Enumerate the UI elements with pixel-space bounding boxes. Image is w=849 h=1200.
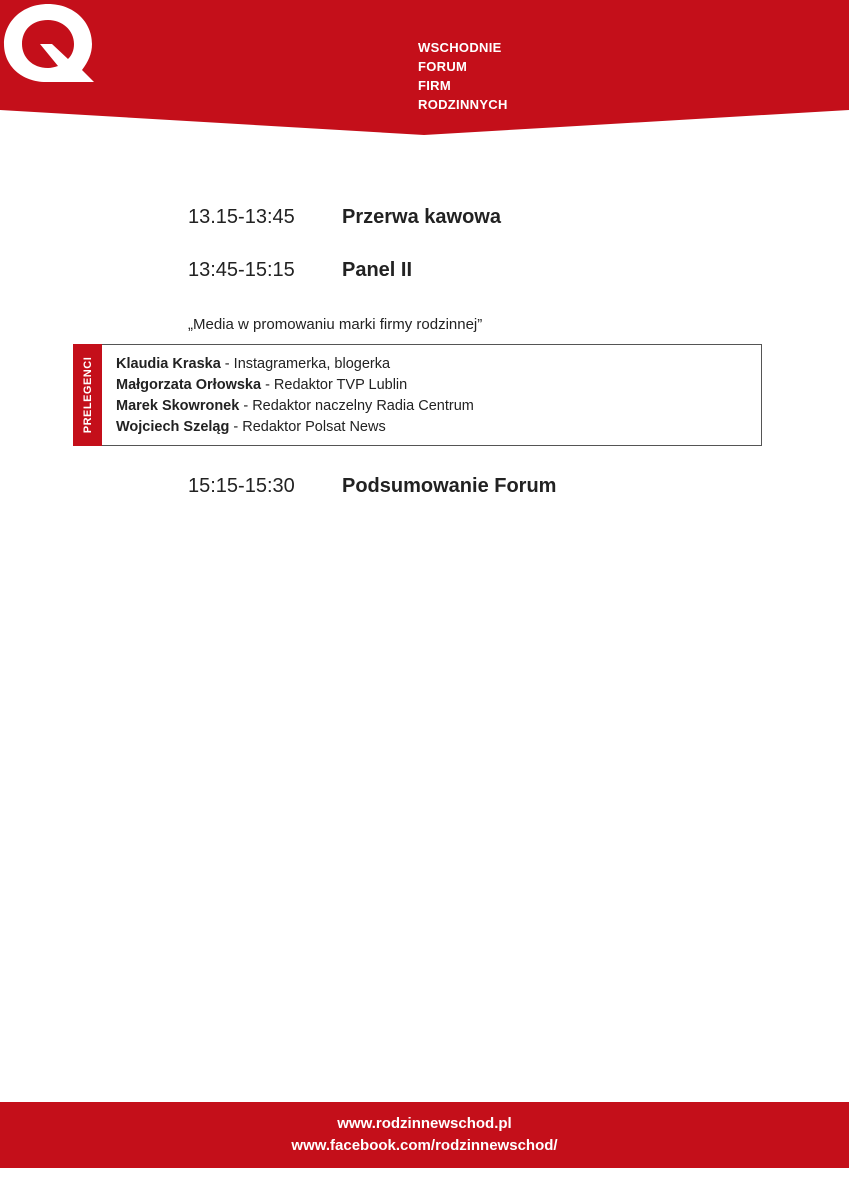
facebook-link[interactable]: www.facebook.com/rodzinnewschod/ xyxy=(291,1137,558,1154)
speaker-name: Małgorzata Orłowska xyxy=(116,377,262,393)
speaker-item xyxy=(116,417,474,438)
agenda-time: 13:45-15:15 xyxy=(188,259,295,281)
agenda-item-panel xyxy=(188,259,412,282)
speaker-name: Klaudia Kraska xyxy=(116,356,221,372)
speaker-role: - Redaktor Polsat News xyxy=(229,419,386,435)
website-link[interactable]: www.rodzinnewschod.pl xyxy=(337,1115,512,1132)
speaker-role: - Redaktor naczelny Radia Centrum xyxy=(239,398,474,414)
forum-logo-icon xyxy=(0,0,96,84)
logo-line: WSCHODNIE xyxy=(418,40,502,55)
agenda-title: Przerwa kawowa xyxy=(342,206,501,228)
header-banner xyxy=(0,0,849,140)
speaker-item xyxy=(116,375,474,396)
agenda-title: Podsumowanie Forum xyxy=(342,475,557,497)
speakers-tab xyxy=(73,344,102,446)
logo-line: FIRM xyxy=(418,78,451,93)
speakers-tab-label: PRELEGENCI xyxy=(81,356,94,434)
panel-subtitle: „Media w promowaniu marki firmy rodzinnej” xyxy=(188,316,483,333)
speaker-item xyxy=(116,354,474,375)
speaker-name: Wojciech Szeląg xyxy=(116,419,230,435)
speakers-box xyxy=(73,344,762,446)
speaker-name: Marek Skowronek xyxy=(116,398,240,414)
logo-text xyxy=(418,38,508,114)
agenda-item-coffee-break xyxy=(188,206,501,229)
footer-banner xyxy=(0,1102,849,1168)
logo-line: FORUM xyxy=(418,59,468,74)
agenda-item-summary xyxy=(188,475,556,498)
speaker-role: - Instagramerka, blogerka xyxy=(220,356,391,372)
agenda-time: 13.15-13:45 xyxy=(188,206,295,228)
agenda-time: 15:15-15:30 xyxy=(188,475,295,497)
speaker-list xyxy=(116,354,474,438)
agenda-title: Panel II xyxy=(342,259,413,281)
speaker-role: - Redaktor TVP Lublin xyxy=(261,377,408,393)
logo-line: RODZINNYCH xyxy=(418,97,508,112)
speaker-item xyxy=(116,396,474,417)
